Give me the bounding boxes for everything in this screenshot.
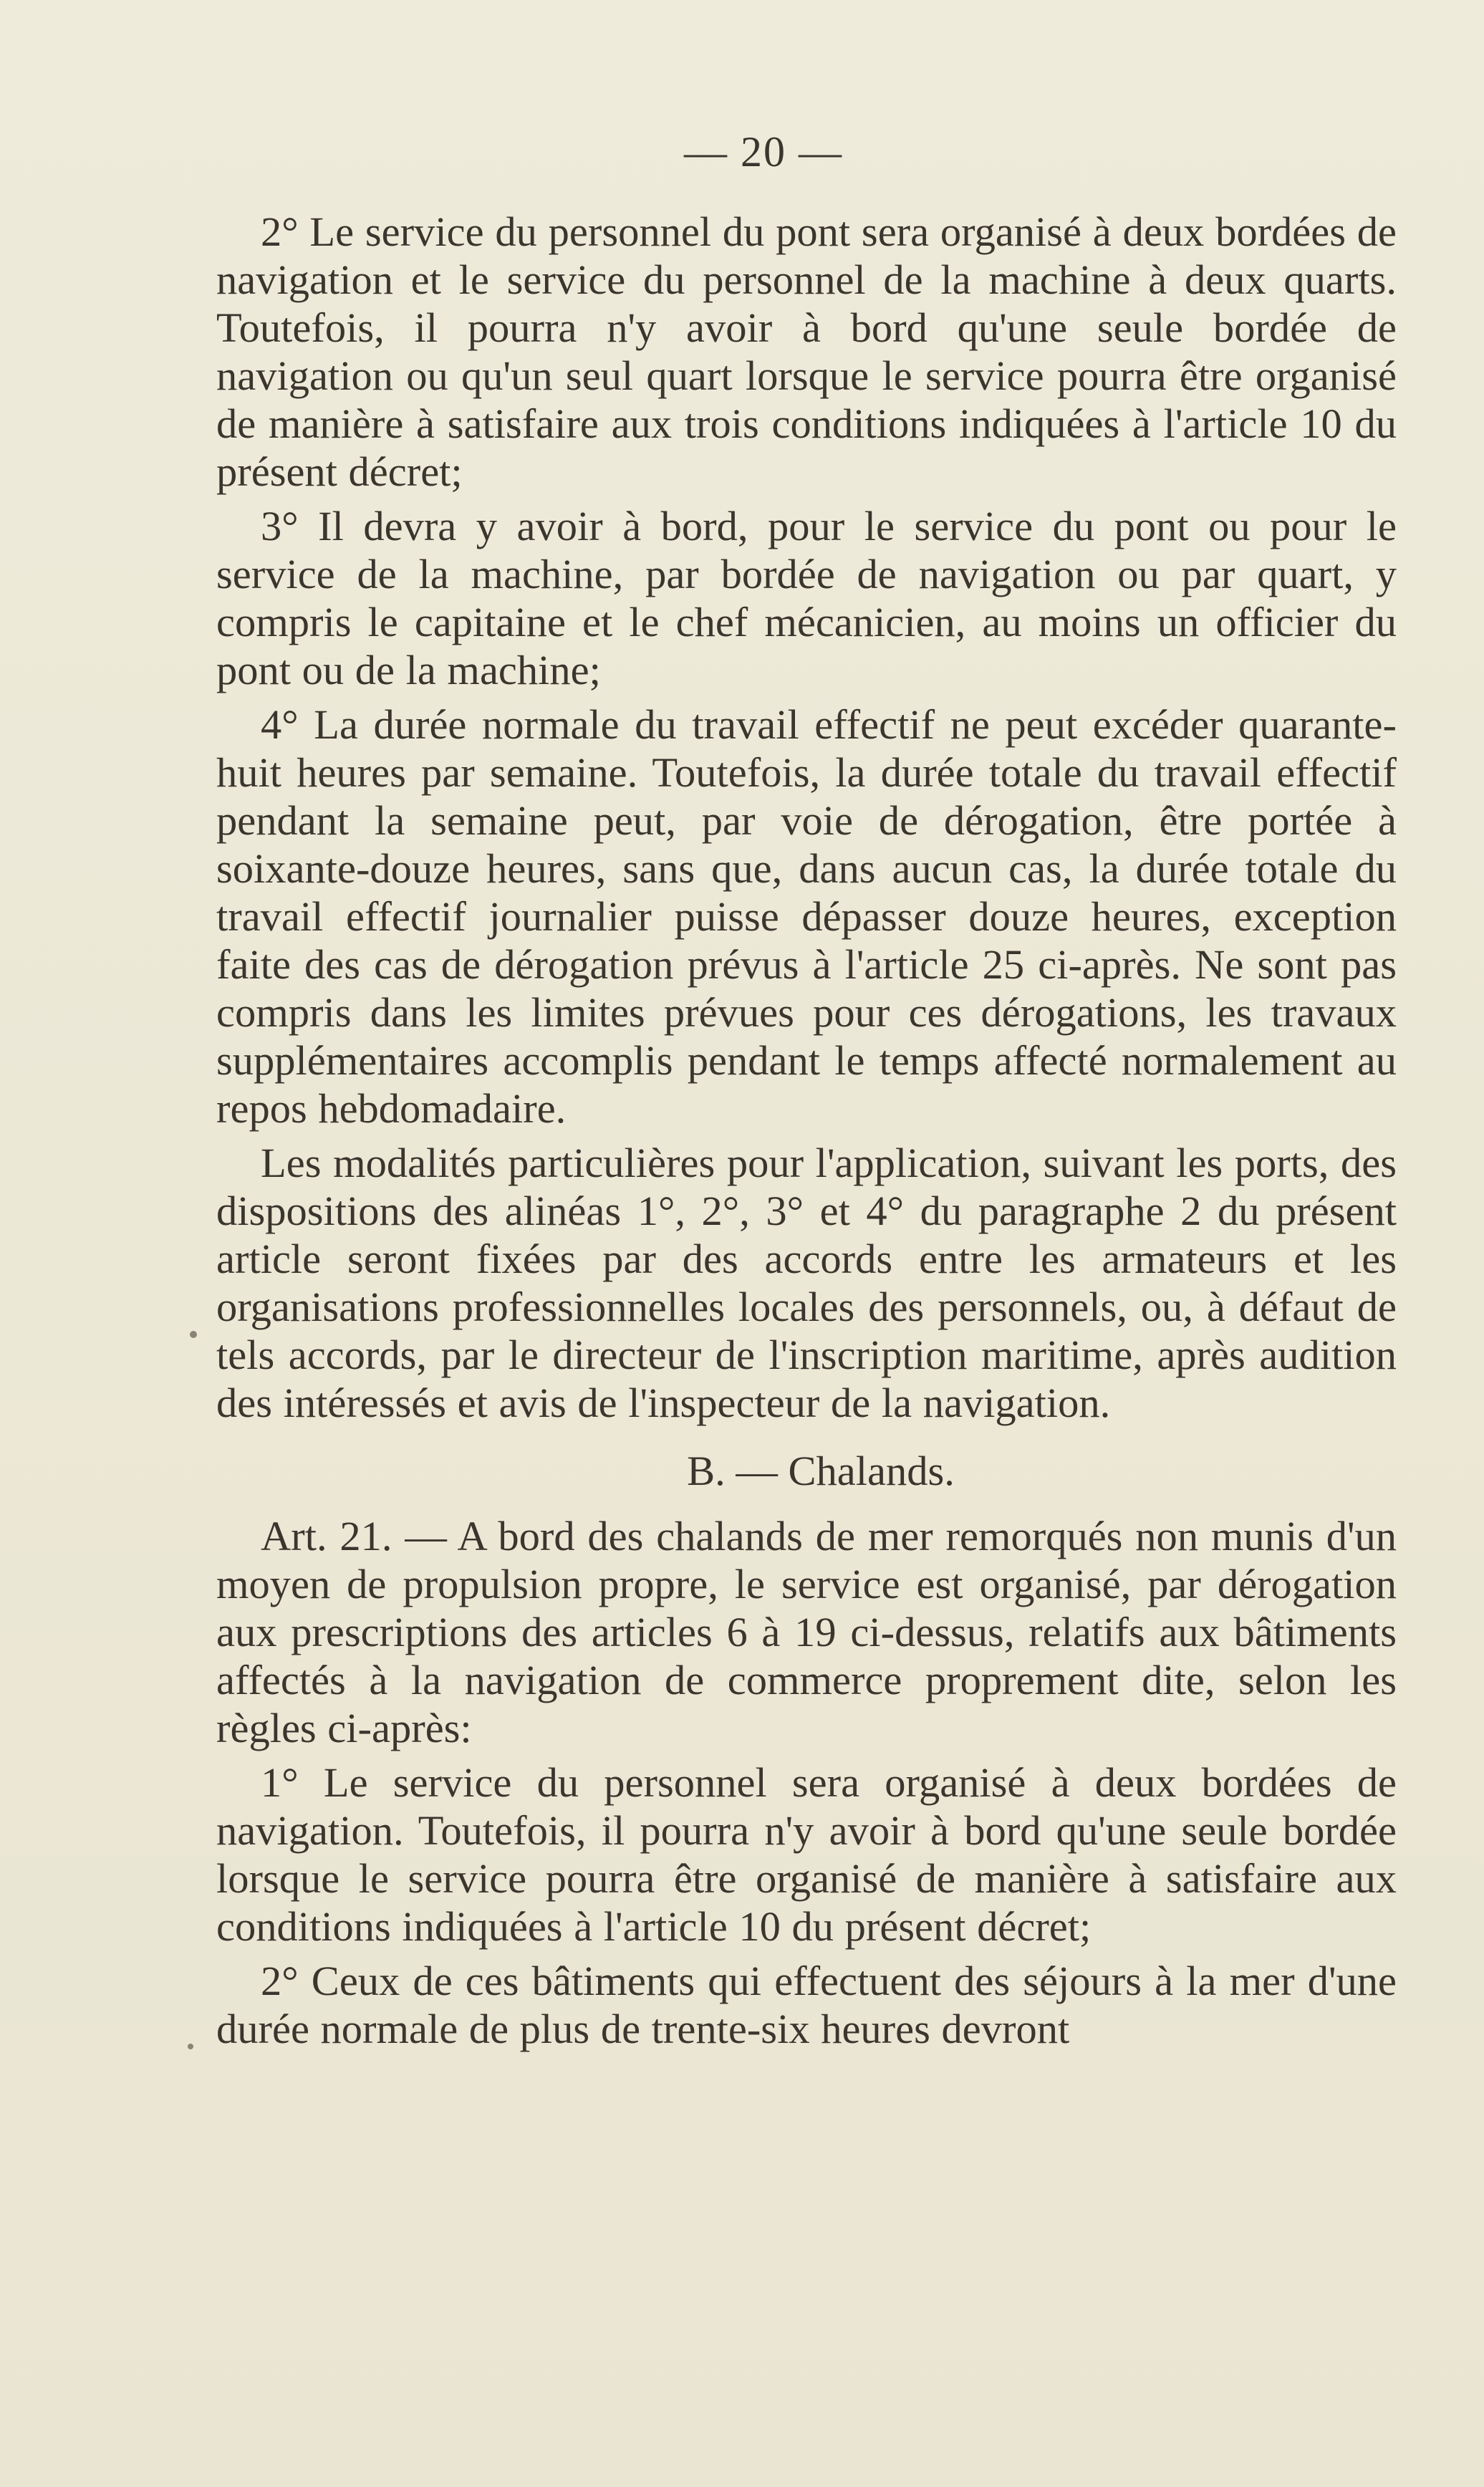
- paragraph-duree-travail: [216, 701, 1397, 1132]
- margin-ink-spot: [188, 2044, 193, 2049]
- paragraph-sejours-mer: [216, 1957, 1397, 2053]
- paragraph-officier: [216, 502, 1397, 694]
- paragraph-article-21: [216, 1512, 1397, 1752]
- paragraph-text: 1° Le service du personnel sera organisé à deux bordées de navigation. Toutefois, il pourra n'y avoir à bord qu'une seule bordée lorsque le service pourra être organisé de manière à satisfaire aux conditions indiquées à l'article 10 du présent décret;: [216, 1759, 1397, 1950]
- paragraph-service-bordees: [216, 208, 1397, 496]
- paragraph-text: 4° La durée normale du travail effectif ne peut excéder quarante-huit heures par semaine. Toutefois, la durée totale du travail effectif pendant la semaine peut, par voie de dérogation, être portée à soixante-douze heures, sans que, dans aucun cas, la durée totale du travail effectif journalier puisse dépasser douze heures, exception faite des cas de dérogation prévus à l'article 25 ci-après. Ne sont pas compris dans les limites prévues pour ces dérogations, les travaux supplémentaires accomplis pendant le temps affecté normalement au repos hebdomadaire.: [216, 701, 1397, 1132]
- paragraph-text: 2° Ceux de ces bâtiments qui effectuent des séjours à la mer d'une durée normale de plus de trente-six heures devront: [216, 1958, 1397, 2052]
- document-body: [216, 208, 1397, 2059]
- paragraph-modalites: [216, 1139, 1397, 1427]
- paragraph-text: Les modalités particulières pour l'application, suivant les ports, des dispositions des alinéas 1°, 2°, 3° et 4° du paragraphe 2 du présent article seront fixées par des accords entre les armateurs et les organisations professionnelles locales des personnels, ou, à défaut de tels accords, par le directeur de l'inscription maritime, après audition des intéressés et avis de l'inspecteur de la navigation.: [216, 1140, 1397, 1426]
- section-heading-chalands: B. — Chalands.: [687, 1448, 955, 1494]
- page-number: — 20 —: [684, 128, 843, 175]
- margin-ink-spot: [190, 1331, 197, 1338]
- paragraph-text: Art. 21. — A bord des chalands de mer remorqués non munis d'un moyen de propulsion propre, le service est organisé, par dérogation aux prescriptions des articles 6 à 19 ci-dessus, relatifs aux bâtiments affectés à la navigation de commerce proprement dite, selon les règles ci-après:: [216, 1513, 1397, 1751]
- paragraph-text: 3° Il devra y avoir à bord, pour le service du pont ou pour le service de la machine, par bordée de navigation ou par quart, y compris le capitaine et le chef mécanicien, au moins un officier du pont ou de la machine;: [216, 503, 1397, 693]
- paragraph-text: 2° Le service du personnel du pont sera organisé à deux bordées de navigation et le service du personnel de la machine à deux quarts. Toutefois, il pourra n'y avoir à bord qu'une seule bordée de navigation ou qu'un seul quart lorsque le service pourra être organisé de manière à satisfaire aux trois conditions indiquées à l'article 10 du présent décret;: [216, 208, 1397, 495]
- paragraph-deux-bordees: [216, 1759, 1397, 1950]
